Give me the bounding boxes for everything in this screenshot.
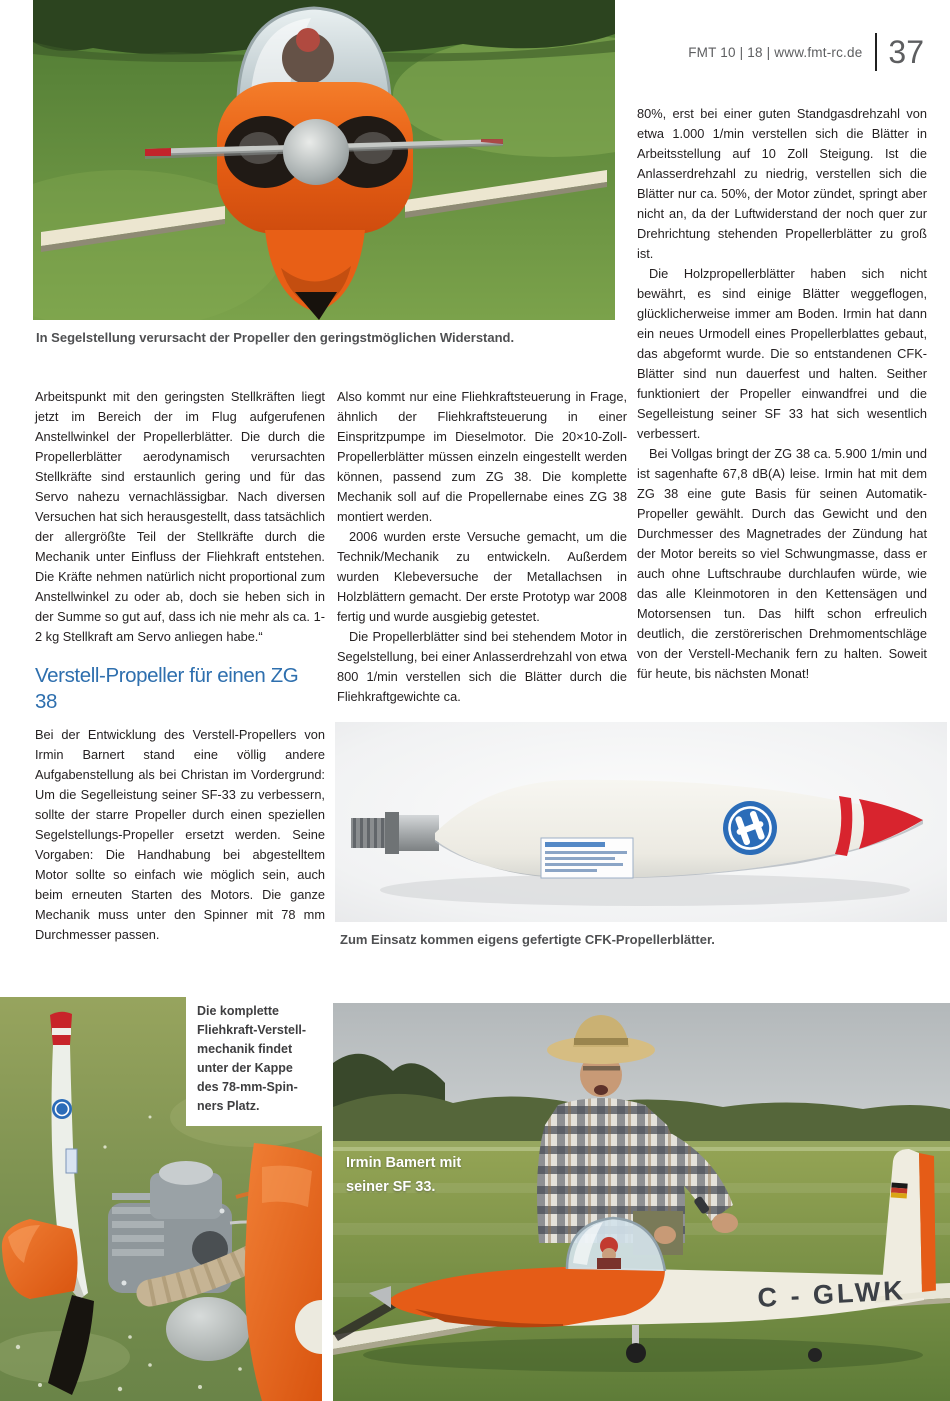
photo-plane-front	[33, 0, 615, 320]
caption-pilot-overlay: Irmin Bamert mit seiner SF 33.	[346, 1155, 462, 1195]
paragraph: 2006 wurden erste Versuche gemacht, um die Technik/Mechanik zu entwickeln. Außerdem wurden Klebeversuche der Metallachsen in Holzblättern gemacht. Der erste Prototyp war 2008 fertig und wurde ausgiebig getestet.	[337, 529, 627, 624]
plane-front-illustration	[33, 0, 615, 320]
caption-propeller-photo: Zum Einsatz kommen eigens gefertigte CFK-Propellerblätter.	[340, 932, 715, 947]
spinner-dome	[283, 119, 349, 185]
page-number: 37	[888, 34, 924, 70]
orange-spinner-cone	[2, 1219, 78, 1299]
pilot-glider-illustration	[333, 1003, 950, 1401]
paragraph: Bei der Entwicklung des Verstell-Propellers von Irmin Barnert stand eine völlig andere Aufgabenstellung als bei Christan im Vordergrund: Um die Segelleistung seiner SF-33 zu verbessern, sollte der starre Propeller durch einen speziellen Segelstellungs-Propeller ersetzt werden. Seine Vorgaben: Die Handhabung bei abgestelltem Motor sollte so einfach wie möglich sein, auch beim erneuten Starten des Motors. Die ganze Mechanik muss unter den Spinner mit 78 mm Durchmesser passen.	[35, 727, 325, 942]
masthead	[688, 33, 924, 71]
hand	[712, 1213, 738, 1233]
paragraph: Die Holzpropellerblätter haben sich nicht bewährt, es sind einige Blätter weggeflogen, glücklicherweise immer am Boden. Irmin hat dann ein neues Urmodell eines Propellerblattes gebaut, das abgeformt wurde. Die so entstandenen CFK-Blätter sind nun dauerfest und halten. Seither funktioniert der Propeller einwandfrei und die Segelleistung seiner SF 33 hat sich wesentlich verbessert.	[637, 266, 927, 441]
masthead-divider	[875, 33, 877, 71]
paragraph: Also kommt nur eine Fliehkraftsteuerung in Frage, ähnlich der Fliehkraftsteuerung in einer Einspritzpumpe im Dieselmotor. Die 20×10-Zoll-Propellerblätter müssen einzeln eingestellt werden können, passend zum ZG 38. Die komplette Mechanik soll auf die Propellernabe eines ZG 38 montiert werden.	[337, 389, 627, 524]
section-heading: Verstell-Propeller für einen ZG 38	[35, 664, 299, 713]
text-column-3	[637, 104, 927, 684]
main-wheel	[626, 1343, 646, 1363]
caption-mechanism-text: Die komplette Fliehkraft-Verstellmechanik findet unter der Kappe des 78-mm-Spinners Platz.	[197, 1004, 307, 1113]
text-column-2	[337, 387, 627, 707]
registration-text: C - GLWK	[756, 1275, 907, 1313]
paragraph: Bei Vollgas bringt der ZG 38 ca. 5.900 1/min und ist sagenhafte 67,8 dB(A) leise. Irmin hat mit dem ZG 38 eine gute Basis für seinen Automatik-Propeller gewählt. Durch das Gewicht und den Durchmesser des Magnetrades der Zündung hat der Motor bereits so viel Schwungmasse, dass er auch ohne Luftschraube durchlaufen würde, wie das alle Kleinmotoren in den Kettensägen und Motorsensen tun. Das hilft schon erfreulich deutlich, die zerstörerischen Drehmomentschläge von der Verstell-Mechanik fern zu halten. Soweit für heute, bis nächsten Monat!	[637, 446, 927, 681]
photo-pilot-with-glider	[333, 1003, 950, 1401]
blade-shadow	[380, 874, 910, 906]
text-column-1	[35, 387, 325, 945]
paragraph: Arbeitspunkt mit den geringsten Stellkräften liegt jetzt im Bereich der im Flug aufgerufenen Anstellwinkel der Propellerblätter. Die durch die Propellerblätter aerodynamisch verursachten Stellkräfte sind erstaunlich gering und für das Servo nahezu vernachlässigbar. Nach diversen Versuchen hat sich herausgestellt, dass tatsächlich der allergrößte Teil der Stellkräfte durch die Mechanik unter Einfluss der Fliehkraft entstehen. Die Kräfte nehmen natürlich nicht proportional zum Anstellwinkel zu oder ab, doch sie heben sich in der Summe so gut auf, dass ich nie mehr als ca. 1-2 kg Stellkraft am Servo anliegen habe.“	[35, 389, 325, 644]
spec-label	[541, 838, 633, 878]
issue-and-site: FMT 10 | 18 | www.fmt-rc.de	[688, 44, 863, 60]
paragraph: 80%, erst bei einer guten Standgasdrehzahl von etwa 1.000 1/min verstellen sich die Blätter in Arbeitsstellung auf 10 Zoll Steigung. Ist die Anlasserdrehzahl zu niedrig, verstellen sich die Blätter nur ca. 50%, der Motor zündet, springt aber nicht an, da der Luftwiderstand der noch quer zur Drehrichtung stehenden Propellerblätter zu groß ist.	[637, 106, 927, 261]
photo-cfk-blade	[335, 722, 947, 922]
orange-fuselage-edge	[245, 1143, 322, 1401]
tail-wheel	[808, 1348, 822, 1362]
paragraph: Die Propellerblätter sind bei stehendem Motor in Segelstellung, bei einer Anlasserdrehzahl von etwa 800 1/min verstellen sich die Blätter durch die Fliehkraftgewichte ca.	[337, 629, 627, 704]
german-flag	[891, 1182, 908, 1198]
glasses	[583, 1066, 620, 1071]
muffler-dome	[166, 1297, 250, 1361]
caption-mechanism-box	[186, 997, 322, 1126]
cfk-blade-illustration	[335, 722, 947, 922]
photo-verstell-mechanik	[0, 997, 322, 1401]
metal-shaft	[351, 812, 439, 854]
caption-top-photo: In Segelstellung verursacht der Propeller den geringstmöglichen Widerstand.	[36, 330, 515, 345]
